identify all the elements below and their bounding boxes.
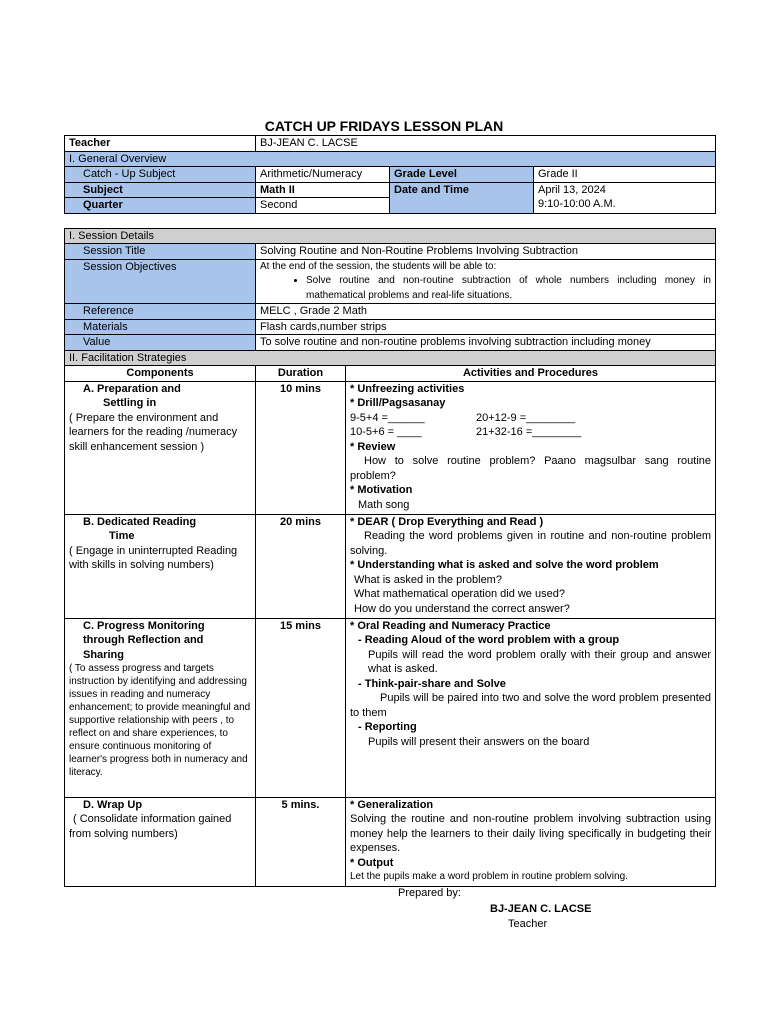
activities-c bbox=[346, 618, 716, 797]
duration-header: Duration bbox=[256, 366, 346, 382]
catch-up-subject-label: Catch - Up Subject bbox=[65, 167, 256, 183]
quarter-label: Quarter bbox=[65, 198, 256, 214]
objectives-intro: At the end of the session, the students will be able to: bbox=[260, 260, 497, 272]
motivation-text: Math song bbox=[358, 498, 410, 511]
lesson-plan-table bbox=[64, 135, 716, 887]
output-heading: * Output bbox=[350, 856, 394, 869]
value-label: Value bbox=[65, 335, 256, 351]
materials-label: Materials bbox=[65, 319, 256, 335]
component-c-title-3: Sharing bbox=[83, 648, 124, 661]
drill-item: 10-5+6 = ____ bbox=[350, 426, 422, 438]
motivation-heading: * Motivation bbox=[350, 484, 413, 496]
catch-up-subject-value: Arithmetic/Numeracy bbox=[256, 167, 390, 183]
reading-aloud-text: Pupils will read the word problem orally with their group and answer what is asked. bbox=[368, 648, 711, 675]
component-a bbox=[65, 381, 256, 514]
session-objectives-label: Session Objectives bbox=[65, 259, 256, 304]
think-pair-heading: - Think-pair-share and Solve bbox=[358, 677, 506, 690]
understanding-heading: * Understanding what is asked and solve the word problem bbox=[350, 559, 659, 571]
drill-row-1 bbox=[350, 411, 711, 426]
duration-d: 5 mins. bbox=[256, 797, 346, 886]
subject-value: Math II bbox=[256, 182, 390, 198]
reference-value: MELC , Grade 2 Math bbox=[256, 304, 716, 320]
signatory-role: Teacher bbox=[508, 918, 548, 930]
date-value: April 13, 2024 bbox=[538, 183, 606, 196]
component-b-title-1: B. Dedicated Reading bbox=[83, 515, 197, 528]
duration-c: 15 mins bbox=[256, 618, 346, 797]
component-c-desc: ( To assess progress and targets instruction by identifying and addressing issues in reading and numeracy enhancement; to provide meaningful and supportive relationship with peers , to reflect on and share experiences, to ensure continuous monitoring of learner's progress both in numeracy and literacy. bbox=[69, 663, 251, 778]
teacher-label: Teacher bbox=[65, 136, 256, 152]
dear-text: Reading the word problems given in routine and non-routine problem solving. bbox=[350, 530, 711, 557]
session-title-label: Session Title bbox=[65, 244, 256, 260]
value-value: To solve routine and non-routine problems involving subtraction including money bbox=[256, 335, 716, 351]
component-d bbox=[65, 797, 256, 886]
activities-a bbox=[346, 381, 716, 514]
component-d-title: D. Wrap Up bbox=[83, 798, 143, 811]
component-a-title-1: A. Preparation and bbox=[83, 382, 181, 395]
output-text: Let the pupils make a word problem in routine problem solving. bbox=[350, 871, 628, 882]
date-time-value bbox=[534, 182, 716, 213]
activities-b bbox=[346, 514, 716, 618]
activities-header: Activities and Procedures bbox=[346, 366, 716, 382]
reference-label: Reference bbox=[65, 304, 256, 320]
drill-heading: * Drill/Pagsasanay bbox=[350, 397, 446, 409]
component-c-title-1: C. Progress Monitoring bbox=[83, 619, 205, 632]
grade-level-value: Grade II bbox=[534, 167, 716, 183]
component-c-title-2: through Reflection and bbox=[83, 634, 204, 646]
drill-row-2 bbox=[350, 425, 711, 440]
grade-level-label: Grade Level bbox=[390, 167, 534, 183]
objective-item: • Solve routine and non-routine subtraction of whole numbers including money in mathematical problems and real-life situations. bbox=[306, 274, 711, 303]
dear-heading: * DEAR ( Drop Everything and Read ) bbox=[350, 515, 544, 528]
unfreezing-heading: * Unfreezing activities bbox=[350, 382, 465, 395]
signatory-name: BJ-JEAN C. LACSE bbox=[490, 903, 592, 915]
question-1: What is asked in the problem? bbox=[354, 573, 502, 586]
component-c bbox=[65, 618, 256, 797]
review-heading: * Review bbox=[350, 440, 396, 453]
facilitation-heading: II. Facilitation Strategies bbox=[65, 350, 716, 366]
date-time-label: Date and Time bbox=[390, 182, 534, 213]
subject-label: Subject bbox=[65, 182, 256, 198]
reporting-text: Pupils will present their answers on the board bbox=[368, 735, 590, 748]
drill-item: 21+32-16 =________ bbox=[476, 426, 582, 438]
component-b-title-2: Time bbox=[109, 530, 135, 542]
drill-item: 20+12-9 =________ bbox=[476, 411, 576, 424]
component-d-desc: ( Consolidate information gained from solving numbers) bbox=[69, 813, 232, 840]
components-header: Components bbox=[65, 366, 256, 382]
reporting-heading: - Reporting bbox=[358, 721, 417, 733]
oral-reading-heading: * Oral Reading and Numeracy Practice bbox=[350, 619, 551, 632]
component-a-title-2: Settling in bbox=[103, 397, 157, 409]
session-title-value: Solving Routine and Non-Routine Problems Involving Subtraction bbox=[256, 244, 716, 260]
generalization-heading: * Generalization bbox=[350, 798, 434, 811]
activities-d bbox=[346, 797, 716, 886]
review-text: How to solve routine problem? Paano magsulbar sang routine problem? bbox=[350, 455, 711, 482]
teacher-value: BJ-JEAN C. LACSE bbox=[256, 136, 716, 152]
duration-b: 20 mins bbox=[256, 514, 346, 618]
reading-aloud-heading: - Reading Aloud of the word problem with a group bbox=[358, 634, 620, 646]
component-a-desc: ( Prepare the environment and learners for the reading /numeracy skill enhancement session ) bbox=[69, 411, 238, 453]
drill-item: 9-5+4 =______ bbox=[350, 411, 425, 424]
question-3: How do you understand the correct answer? bbox=[354, 602, 570, 615]
materials-value: Flash cards,number strips bbox=[256, 319, 716, 335]
think-pair-text: Pupils will be paired into two and solve the word problem presented to them bbox=[350, 692, 711, 719]
generalization-text: Solving the routine and non-routine problem involving subtraction using money help the learners to their daily living specifically in budgeting their expenses. bbox=[350, 813, 711, 854]
session-objectives-value bbox=[256, 259, 716, 304]
prepared-by-label: Prepared by: bbox=[398, 887, 461, 899]
time-value: 9:10-10:00 A.M. bbox=[538, 198, 616, 210]
duration-a: 10 mins bbox=[256, 381, 346, 514]
session-details-heading: I. Session Details bbox=[65, 228, 716, 244]
page-title: CATCH UP FRIDAYS LESSON PLAN bbox=[264, 118, 504, 134]
question-2: What mathematical operation did we used? bbox=[354, 588, 565, 600]
component-b bbox=[65, 514, 256, 618]
general-overview-heading: I. General Overview bbox=[65, 151, 716, 167]
component-b-desc: ( Engage in uninterrupted Reading with skills in solving numbers) bbox=[69, 544, 238, 571]
quarter-value: Second bbox=[256, 198, 390, 214]
